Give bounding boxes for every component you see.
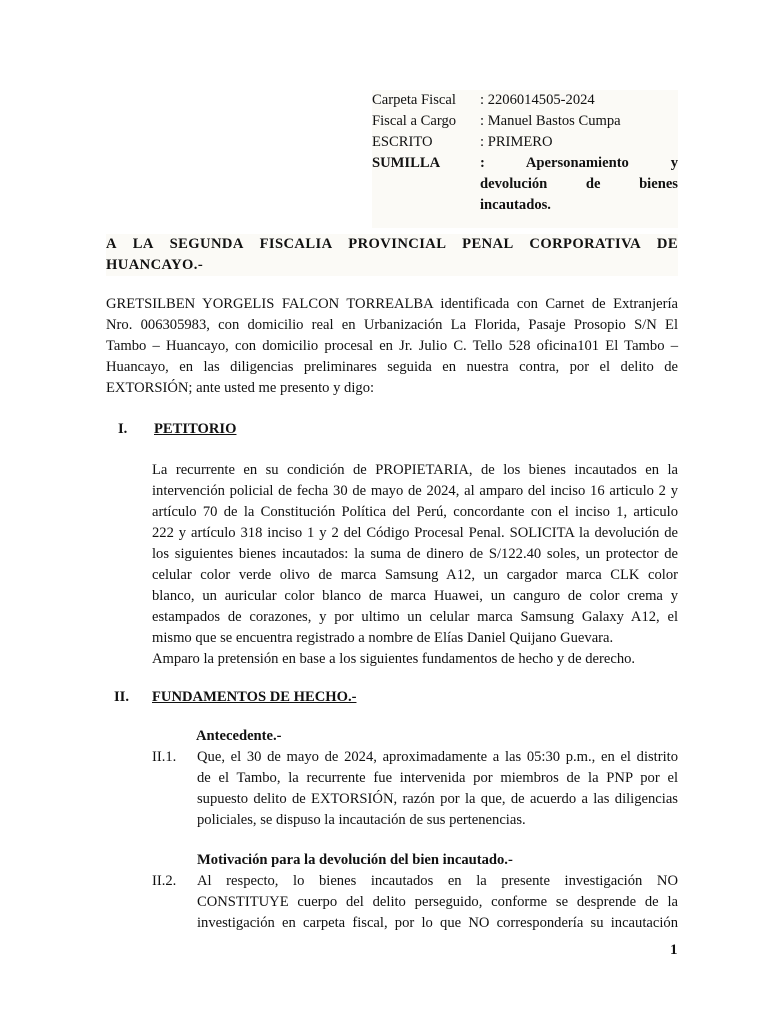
subheading-motivacion: Motivación para la devolución del bien incautado.- [197, 852, 513, 868]
subheading-antecedente: Antecedente.- [196, 728, 282, 744]
text-line: policiales, se dispuso la incautación de sus pertenencias. [197, 812, 526, 828]
header-row-escrito [372, 132, 678, 153]
page-number: 1 [670, 942, 678, 958]
text-line: supuesto delito de EXTORSIÓN, razón por la que, de acuerdo a las diligencias [197, 791, 678, 807]
sumilla-label: SUMILLA [372, 155, 441, 171]
text-line: CONSTITUYE cuerpo del delito perseguido, conforme se desprende de la [197, 894, 678, 910]
header-label: Carpeta Fiscal [372, 92, 456, 108]
sumilla-line: incautados. [480, 197, 551, 213]
header-row-fiscal [372, 111, 678, 132]
text-line: Huancayo, en las diligencias preliminares seguida en nuestra contra, por el delito de [106, 359, 678, 375]
text-line: GRETSILBEN YORGELIS FALCON TORREALBA identificada con Carnet de Extranjería [106, 296, 678, 312]
text-line: EXTORSIÓN; ante usted me presento y digo: [106, 380, 375, 396]
text-line: los siguientes bienes incautados: la suma de dinero de S/122.40 soles, un protector de [152, 546, 678, 562]
section-title: PETITORIO [154, 421, 237, 437]
text-line: de el Tambo, la recurrente fue intervenida por miembros de la PNP por el [197, 770, 678, 786]
text-line: estampados de corazones, y por ultimo un celular marca Samsung Galaxy A12, el [152, 609, 678, 625]
case-header [372, 90, 678, 228]
text-line: Nro. 006305983, con domicilio real en Urbanización La Florida, Pasaje Prosopio S/N El [106, 317, 678, 333]
text-line: investigación en carpeta fiscal, por lo que NO correspondería su incautación [197, 915, 678, 931]
text-line: Tambo – Huancayo, con domicilio procesal en Jr. Julio C. Tello 528 oficina101 El Tambo – [106, 338, 678, 354]
header-row-carpeta [372, 90, 678, 111]
text-line: La recurrente en su condición de PROPIETARIA, de los bienes incautados en la [152, 462, 678, 478]
addressee-heading [106, 234, 678, 276]
sumilla-line: : Apersonamiento y [480, 155, 678, 171]
section-number: II. [114, 689, 130, 705]
sumilla-line: devolución de bienes [480, 176, 678, 192]
petitorio-paragraph [152, 460, 678, 670]
section-heading-petitorio [118, 419, 318, 440]
text-line: 222 y artículo 318 inciso 1 y 2 del Código Procesal Penal. SOLICITA la devolución de [152, 525, 678, 541]
text-line: intervención policial de fecha 30 de mayo de 2024, al amparo del inciso 16 articulo 2 y [152, 483, 678, 499]
text-line: Al respecto, lo bienes incautados en la presente investigación NO [197, 873, 678, 889]
item-paragraph [197, 871, 678, 934]
addressee-line: A LA SEGUNDA FISCALIA PROVINCIAL PENAL CORPORATIVA DE [106, 236, 678, 252]
item-number: II.1. [152, 749, 177, 765]
text-line: Que, el 30 de mayo de 2024, aproximadamente a las 05:30 p.m., en el distrito [197, 749, 678, 765]
section-number: I. [118, 421, 128, 437]
text-line: artículo 70 de la Constitución Política del Perú, concordante con el inciso 1, articulo [152, 504, 678, 520]
sumilla-text [480, 153, 678, 195]
text-line: blanco, un auricular color blanco de marca Huawei, un canguro de color crema y [152, 588, 678, 604]
item-paragraph [197, 747, 678, 831]
addressee-line: HUANCAYO.- [106, 257, 204, 273]
section-title: FUNDAMENTOS DE HECHO.- [152, 689, 357, 705]
item-number: II.2. [152, 873, 177, 889]
header-label: ESCRITO [372, 134, 433, 150]
text-line: mismo que se encuentra registrado a nombre de Elías Daniel Quijano Guevara. [152, 630, 614, 646]
text-line: Amparo la pretensión en base a los siguientes fundamentos de hecho y de derecho. [152, 651, 636, 667]
header-value: : 2206014505-2024 [480, 92, 595, 108]
header-value: : PRIMERO [480, 134, 553, 150]
header-label: Fiscal a Cargo [372, 113, 457, 129]
text-line: celular color verde olivo de marca Samsung A12, un cargador marca CLK color [152, 567, 678, 583]
section-heading-fundamentos [114, 687, 414, 708]
header-value: : Manuel Bastos Cumpa [480, 113, 621, 129]
intro-paragraph [106, 294, 678, 399]
